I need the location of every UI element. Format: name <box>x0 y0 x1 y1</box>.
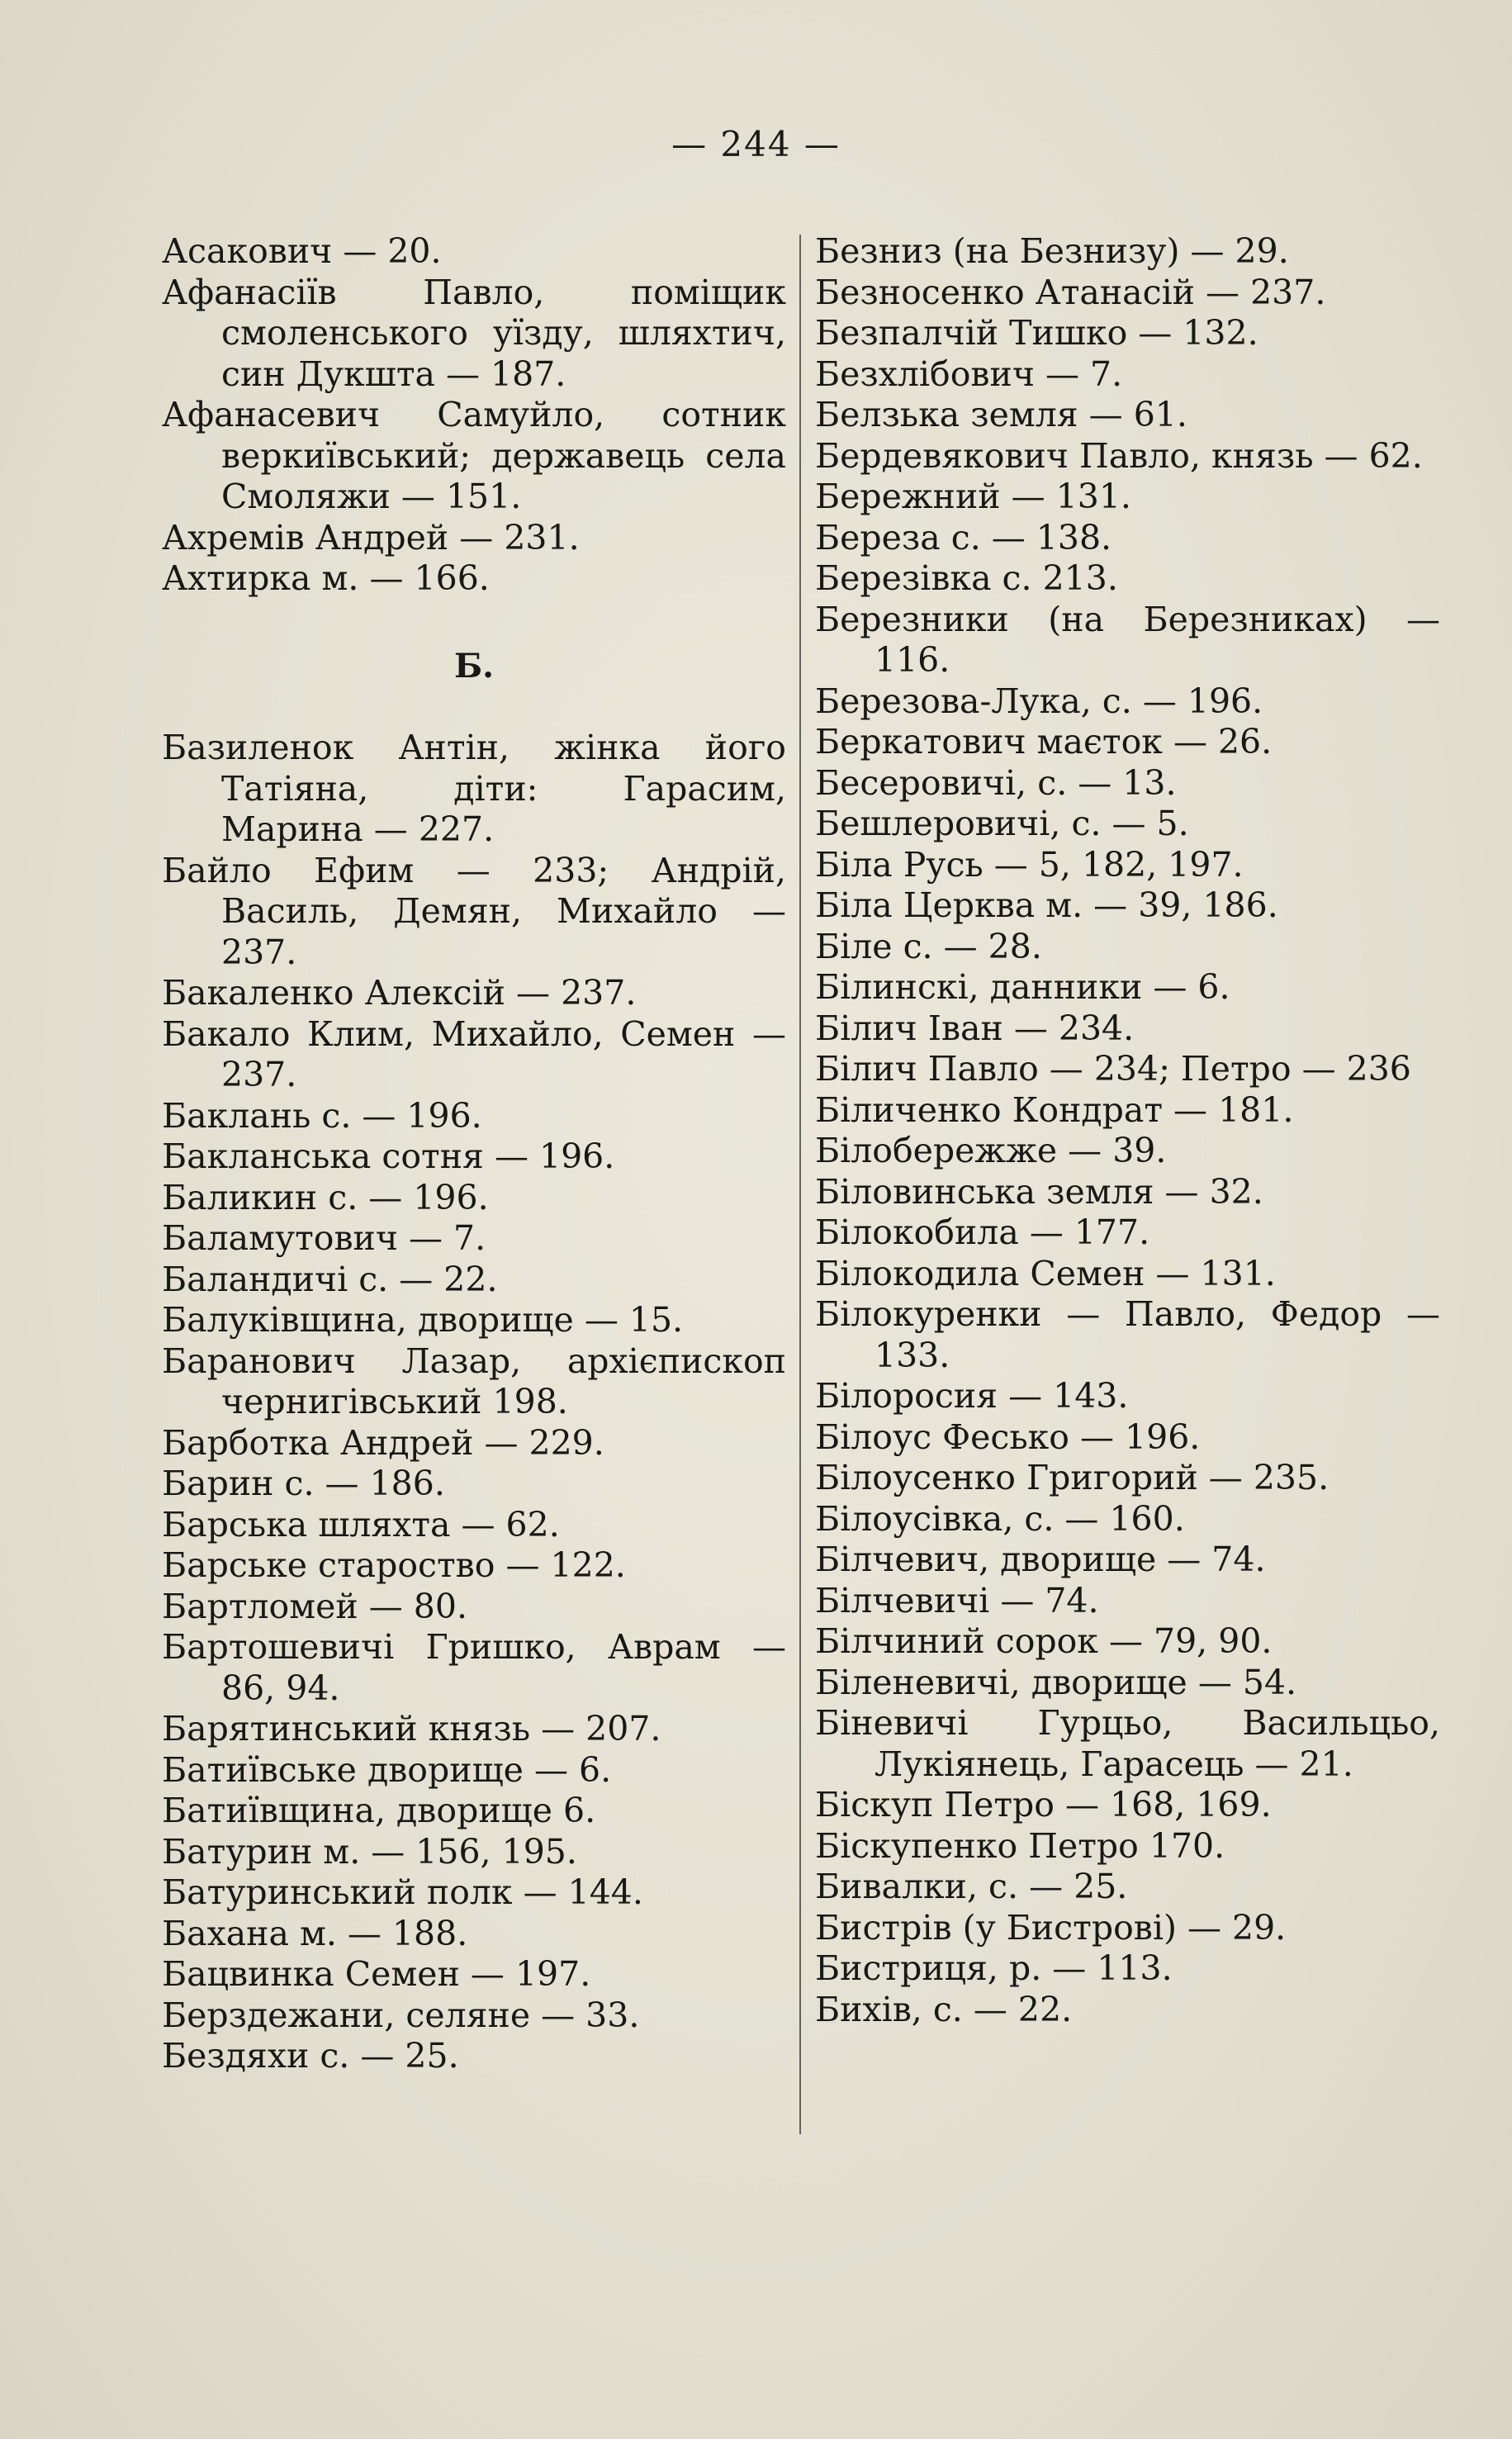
index-entry: Безниз (на Безнизу) — 29. <box>815 231 1289 271</box>
index-entry: Базиленок Антін, жінка його Татіяна, діти: Гарасим, Марина — 227. <box>162 728 786 849</box>
index-entry: Бесеровичі, с. — 13. <box>815 762 1177 803</box>
index-entry: Білокуренки — Павло, Федор — 133. <box>815 1294 1440 1375</box>
letter-heading: Б. <box>453 646 495 686</box>
index-entry: Березники (на Березниках) — 116. <box>815 599 1440 680</box>
index-entry: Батиївщина, дворище 6. <box>162 1791 596 1830</box>
index-entry: Березова-Лука, с. — 196. <box>815 681 1263 721</box>
index-entry: Бездяхи с. — 25. <box>162 2036 459 2076</box>
index-entry: Ахремів Андрей — 231. <box>162 517 580 558</box>
column-divider <box>799 235 801 2134</box>
index-entry: Берздежани, селяне — 33. <box>162 1995 640 2035</box>
index-entry: Барська шляхта — 62. <box>162 1504 560 1545</box>
index-entry: Білич Павло — 234; Петро — 236 <box>815 1049 1411 1089</box>
index-entry: Білчевич, дворище — 74. <box>815 1540 1266 1579</box>
index-entry: Білоус Фесько — 196. <box>815 1416 1201 1457</box>
index-entry: Білокодила Семен — 131. <box>815 1253 1276 1293</box>
index-entry: Білоросия — 143. <box>815 1376 1129 1416</box>
index-entry: Асакович — 20. <box>162 231 442 271</box>
index-entry: Баранович Лазар, архієпископ чернигівський 198. <box>162 1341 786 1421</box>
index-entry: Білчиний сорок — 79, 90. <box>815 1621 1273 1661</box>
index-entry: Батуринський полк — 144. <box>162 1872 643 1912</box>
index-entry: Біскупенко Петро 170. <box>815 1825 1225 1866</box>
index-entry: Безхлібович — 7. <box>815 354 1123 394</box>
index-entry: Беркатович маєток — 26. <box>815 722 1273 762</box>
index-entry: Бахана м. — 188. <box>162 1913 468 1953</box>
index-entry: Бакланська сотня — 196. <box>162 1136 615 1176</box>
index-entry: Бердевякович Павло, князь — 62. <box>815 435 1423 476</box>
left-column <box>162 231 786 2077</box>
index-entry: Бартошевичі Гришко, Аврам — 86, 94. <box>162 1627 786 1708</box>
left-entries-after-heading <box>162 728 786 2077</box>
index-entry: Барятинський князь — 207. <box>162 1709 661 1749</box>
index-entry: Біла Церква м. — 39, 186. <box>815 885 1278 925</box>
index-entry: Білоусенко Григорий — 235. <box>815 1458 1330 1497</box>
index-entry: Біскуп Петро — 168, 169. <box>815 1785 1272 1825</box>
index-entry: Біневичі Гурцьо, Васильцьо, Лукіянець, Гарасець — 21. <box>815 1703 1440 1784</box>
index-entry: Безносенко Атанасій — 237. <box>815 272 1326 312</box>
index-entry: Бешлеровичі, с. — 5. <box>815 804 1189 843</box>
index-entry: Бартломей — 80. <box>162 1586 467 1626</box>
index-entry: Білобережже — 39. <box>815 1131 1167 1170</box>
index-entry: Бережний — 131. <box>815 477 1131 516</box>
index-entry: Афанасевич Самуйло, сотник веркиївський; державець села Смоляжи — 151. <box>162 395 786 516</box>
index-entry: Барботка Андрей — 229. <box>162 1422 604 1463</box>
index-entry: Балуківщина, дворище — 15. <box>162 1300 684 1340</box>
left-entries-before-heading <box>162 231 786 600</box>
index-entry: Білчевичі — 74. <box>815 1580 1099 1620</box>
index-entry: Бихів, с. — 22. <box>815 1989 1073 2029</box>
index-entry: Березівка с. 213. <box>815 558 1118 598</box>
index-entry: Біловинська земля — 32. <box>815 1171 1263 1212</box>
index-entry: Бистриця, р. — 113. <box>815 1948 1173 1988</box>
index-entry: Біленевичі, дворище — 54. <box>815 1662 1297 1702</box>
index-entry: Бацвинка Семен — 197. <box>162 1954 591 1994</box>
index-entry: Барин с. — 186. <box>162 1464 445 1503</box>
index-entry: Бивалки, с. — 25. <box>815 1867 1128 1906</box>
index-entry: Білинскі, данники — 6. <box>815 967 1230 1007</box>
index-entry: Білоусівка, с. — 160. <box>815 1498 1185 1539</box>
index-entry: Афанасіїв Павло, поміщик смоленського уїзду, шляхтич, син Дукшта — 187. <box>162 272 786 394</box>
index-entry: Баламутович — 7. <box>162 1218 486 1258</box>
right-column <box>815 231 1440 2030</box>
right-entries <box>815 231 1440 2030</box>
index-entry: Біле с. — 28. <box>815 926 1042 966</box>
index-entry: Белзька земля — 61. <box>815 395 1187 434</box>
index-entry: Баликин с. — 196. <box>162 1177 489 1217</box>
page-number: — 244 — <box>671 124 841 164</box>
index-entry: Білич Іван — 234. <box>815 1008 1135 1048</box>
index-entry: Біличенко Кондрат — 181. <box>815 1089 1294 1130</box>
index-entry: Баландичі с. — 22. <box>162 1259 498 1299</box>
index-entry: Батурин м. — 156, 195. <box>162 1831 577 1872</box>
index-entry: Білокобила — 177. <box>815 1212 1150 1252</box>
index-entry: Ахтирка м. — 166. <box>162 558 490 598</box>
index-entry: Береза с. — 138. <box>815 517 1112 558</box>
index-entry: Батиївське дворище — 6. <box>162 1749 612 1790</box>
index-entry: Бистрів (у Бистрові) — 29. <box>815 1907 1287 1948</box>
index-entry: Біла Русь — 5, 182, 197. <box>815 844 1244 885</box>
index-entry: Бакаленко Алексій — 237. <box>162 973 637 1013</box>
index-entry: Барське староство — 122. <box>162 1545 626 1585</box>
index-entry: Баклань с. — 196. <box>162 1095 482 1136</box>
index-entry: Бакало Клим, Михайло, Семен — 237. <box>162 1013 786 1094</box>
index-entry: Безпалчій Тишко — 132. <box>815 313 1258 353</box>
index-entry: Байло Ефим — 233; Андрій, Василь, Демян, Михайло — 237. <box>162 850 786 972</box>
